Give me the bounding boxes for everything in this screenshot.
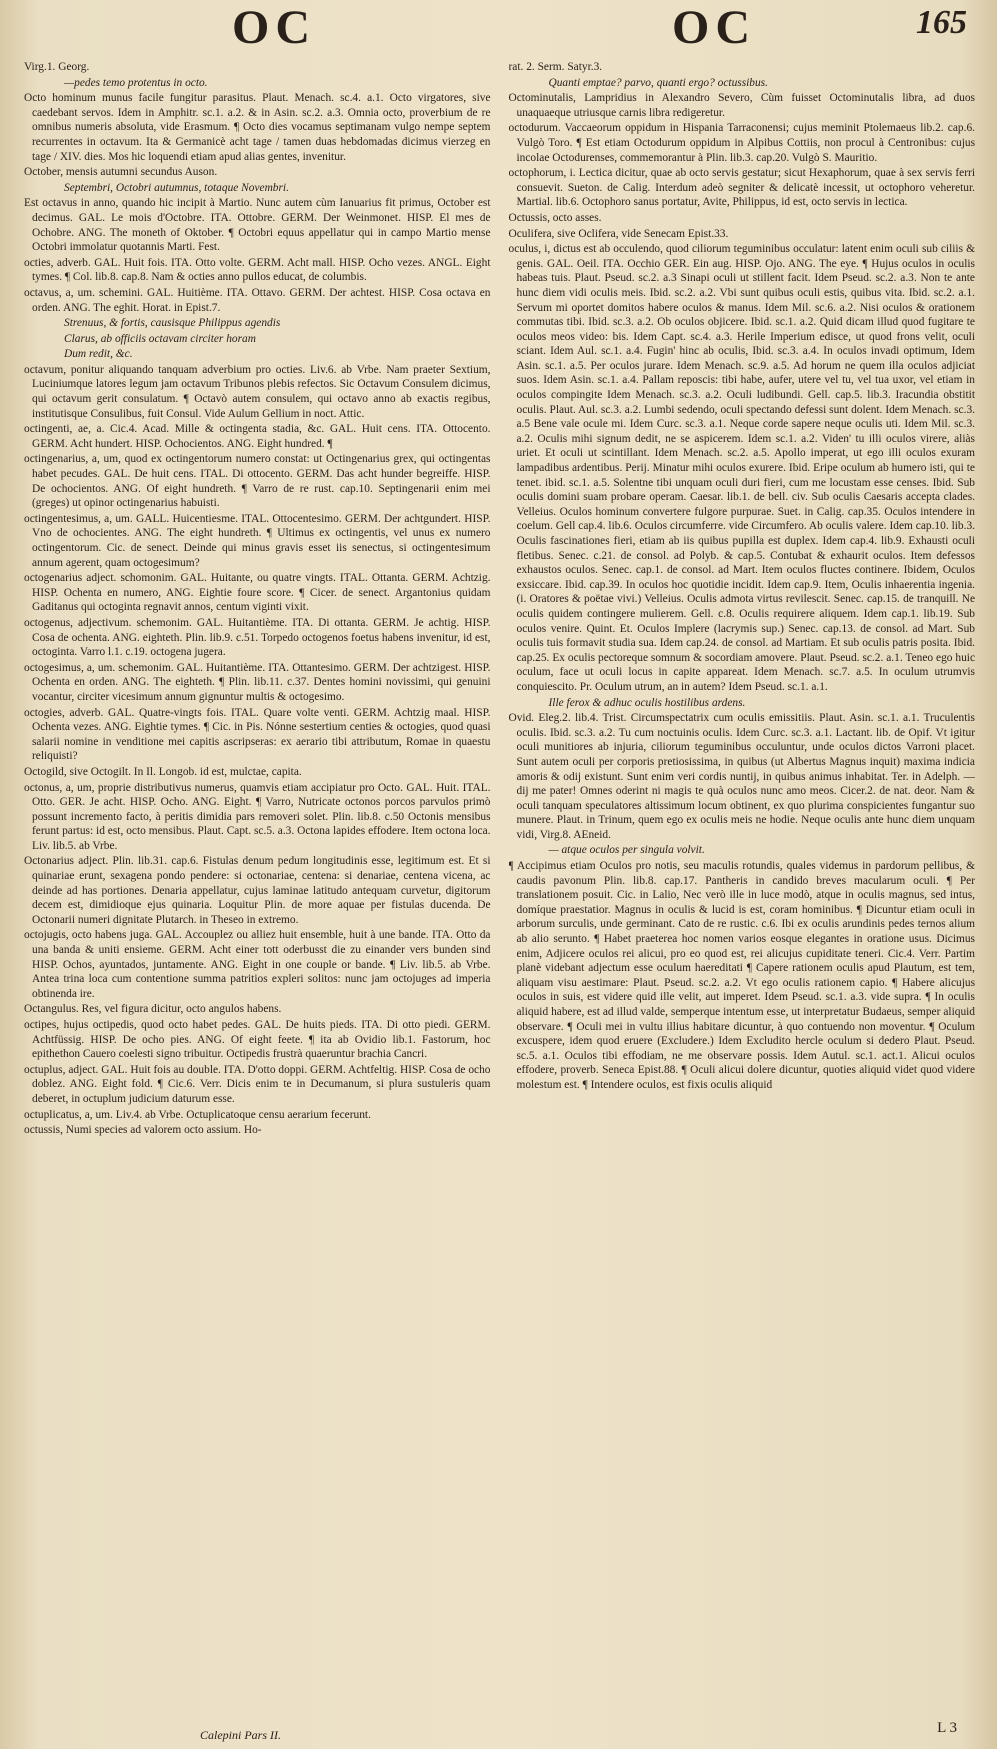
entry-paragraph: octuplicatus, a, um. Liv.4. ab Vrbe. Octuplicatoque censu aerarium fecerunt. — [24, 1108, 371, 1121]
entry-paragraph: — atque oculos per singula volvit. — [548, 844, 705, 857]
entry-paragraph: October, mensis autumni secundus Auson. — [24, 166, 218, 179]
entry-paragraph: octogesimus, a, um. schemonim. GAL. Huitantième. ITA. Ottantesimo. GERM. Der achtzigest. HISP. Ochenta en orden. ANG. The eighteth. ¶ Plin. lib.11. c.37. Dentes homini novissimi, qui genuini vocantur, circiter vicesimum annum gignuntur multis & octogesimo. — [24, 661, 491, 703]
entry-paragraph: octojugis, octo habens juga. GAL. Accouplez ou alliez huit ensemble, huit à une bande. ITA. Otto da una banda & uniti ensieme. GERM. Acht einer tott oderbusst die zu einander vers bunden sind HISP. Ochos, ayuntados, juntamente. ANG. Eight in one couple or bande. ¶ Liv. lib.5. ab Vrbe. Antea trina loca cum contentione summa patritios expleri solitos: nunc jam octojuges ad imperia obtinenda ire. — [24, 929, 491, 1000]
text-columns — [24, 60, 975, 1731]
entry-paragraph: Est octavus in anno, quando hic incipit à Martio. Nunc autem cùm Ianuarius fit primus, October est decimus. GAL. Le mois d'Octobre. ITA. Ottobre. GERM. Der Weinmonet. HISP. El mes de Ochobre. ANG. The moneth of Oktober. ¶ Octobri equus appellatur qui in campo Martio mense Octobri immolatur quotannis Marti. Fest. — [24, 197, 491, 254]
entry-paragraph: octavus, a, um. schemini. GAL. Huitième. ITA. Ottavo. GERM. Der achtest. HISP. Cosa octava en orden. ANG. The eghit. Horat. in Epist.7. — [24, 286, 491, 314]
entry-paragraph: octodurum. Vaccaeorum oppidum in Hispania Tarraconensi; cujus meminit Ptolemaeus lib.2. cap.6. Vulgò Toro. ¶ Est etiam Octodurum oppidum in Alpibus Cottiis, non procul à Centronibus: cujus incolae Octodurenses, commemorantur à Plin. lib.3. cap.20. Vulgò S. Mauritio. — [508, 122, 975, 164]
entry-paragraph: octingentesimus, a, um. GALL. Huicentiesme. ITAL. Ottocentesimo. GERM. Der achtgundert. HISP. Vno de ochocientes. ANG. The eight hundreth. ¶ Ultimus ex octingentis, vel unus ex numero octingentorum. Cic. de senect. Deinde qui minus gravis esset iis senectus, si octingentesimum annum agerent, quam octogesimum? — [24, 512, 491, 569]
entry-paragraph: octogies, adverb. GAL. Quatre-vingts fois. ITAL. Quare volte venti. GERM. Achtzig maal. HISP. Ochenta vezes. ANG. Eightie tymes. ¶ Cic. in Pis. Nónne sestertium centies & octogies, quod quasi salarii nomine in venditione mei capitis ascripseras: ex aerario tibi attributum, Romae in quaestu reliquisti? — [24, 706, 491, 763]
entry-paragraph: octingenti, ae, a. Cic.4. Acad. Mille & octingenta stadia, &c. GAL. Huit cens. ITA. Ottocento. GERM. Acht hundert. HISP. Ochocientos. ANG. Eight hundred. ¶ — [24, 423, 491, 450]
entry-paragraph: Septembri, Octobri autumnus, totaque Novembri. — [64, 181, 289, 194]
entry-paragraph: Virg.1. Georg. — [24, 61, 90, 73]
entry-paragraph: octuplus, adject. GAL. Huit fois au double. ITA. D'otto doppi. GERM. Achtfeltig. HISP. Cosa de ocho doblez. ANG. Eight fold. ¶ Cic.6. Verr. Dicis enim te in Decumanum, si plura sustuleris quam deberet, in octuplum judicium daturum esse. — [24, 1063, 491, 1105]
entry-paragraph: Octominutalis, Lampridius in Alexandro Severo, Cùm fuisset Octominutalis libra, ad duos unaquaeque utriusque carnis libra redigeretur. — [508, 92, 975, 119]
entry-paragraph: Octangulus. Res, vel figura dicitur, octo angulos habens. — [24, 1003, 282, 1016]
entry-paragraph: octussis, Numi species ad valorem octo assium. Ho- — [24, 1124, 262, 1137]
entry-paragraph: octonus, a, um, proprie distributivus numerus, quamvis etiam accipiatur pro Octo. GAL. Huit. ITAL. Otto. GER. Je acht. HISP. Ocho. ANG. Eight. ¶ Varro, Nutricate octonos porcos parvulos primò possunt incremento facto, à peritis dimidia pars removeri solet. Plin. lib.8. c.50 Octonis mensibus ferunt partus: id est, octo mensibus. Plaut. Capt. sc.5. a.3. Octona lapides effodere. Item octona loca. Liv. lib.5. ab Vrbe. — [24, 781, 491, 852]
page-header — [24, 0, 975, 62]
footer-title: Calepini Pars II. — [200, 1728, 281, 1742]
entry-paragraph: octies, adverb. GAL. Huit fois. ITA. Otto volte. GERM. Acht mall. HISP. Ocho vezes. ANGL. Eight tymes. ¶ Col. lib.8. cap.8. Nam & octies anno pullos educat, de columbis. — [24, 256, 491, 284]
entry-paragraph: Octo hominum munus facile fungitur parasitus. Plaut. Menach. sc.4. a.1. Octo virgatores, sive caedebant servos. Idem in Amphitr. sc.1. a.2. & in Asin. sc.2. a.3. Omnia octo, proverbium de re omnibus numeris absoluta, vide Erasmum. ¶ Octo dies vocamus septimanam vulgo nempe septem recurrentes in octavum. Ita & Germanicè acht tage / tamen duas hebdomadas dicimus vierzeg en tage / XIV. dies. Mos hic loquendi etiam apud alias gentes, invenitur. — [24, 92, 491, 163]
entry-paragraph: Ille ferox & adhuc oculis hostilibus ardens. — [548, 696, 746, 709]
page-number: 165 — [916, 4, 967, 41]
entry-paragraph: octingenarius, a, um, quod ex octingentorum numero constat: ut Octingenarius grex, qui octingentas habet pecudes. GAL. De huit cens. ITAL. Di ottocento. GERM. Das acht hunder begreiffe. HISP. De ochocientos. ANG. Of eight hundreth. ¶ Varro de re rust. cap.10. Septingenarii enim mei (greges) ut opinor octingenarius habuisti. — [24, 453, 491, 510]
entry-paragraph: oculus, i, dictus est ab occulendo, quod ciliorum teguminibus occulatur: latent enim oculi sub ciliis & genis. GAL. Oeil. ITA. Occhio GER. Ein aug. HISP. Ojo. ANG. The eye. ¶ Hujus oculos in oculis habeas tuis. Plaut. Pseud. sc.2. a.3 Sinapi oculi ut stillent facit. Idem Pseud. sc.2. a.3. Non te ante hunc diem vidi oculis meis. Ibid. sc.2. a.2. Vbi sunt quibus oculi estis, quibus vita. Ibid. sc.2. a.1. Servum mi oportet domitos habere oculos & manus. Idem Mil. sc.6. a.2. Nisi oculos & orationem commutas tibi. Ibid. sc.3. a.2. Ob oculos objicere. Ibid. sc.1. a.2. Quid dicam illud quod fugitare te oculos meos video: bis. Idem Capt. sc.4. a.3. Herile Imperium edisce, ut quod frons velit, oculi sciant. Idem Aul. sc.1. a.4. Fugin' hinc ab oculis, Ibid. sc.3. a.4. In oculos invadi optimum, Idem Asin. sc.1. a.5. Per oculos jurare. Idem Menach. sc.9. a.5. Ad horum ne quem illa oculos adjiciat suos. Idem Asin. sc.1. a.4. Pallam reposcis: tibi habe, aufer, utere vel tu, vel tua uxor, vel etiam in oculos compingite Idem Menach. sc.3. a.2. Oculi ludibundi. Gell. cap.5. lib.3. Iracundia obstitit oculis. Plaut. Aul. sc.3. a.2. Lumbi sedendo, oculi spectando defessi sunt dolent. Idem Menach. sc.3. a.5 Bene vale ocule mi. Idem Curc. sc.3. a.1. Neque corde sapere neque oculis uti. Idem Mil. sc.3. a.2. Oculis mihi signum dedit, ne se aspicerem. Idem sc.1. a.2. Viden' tu illi oculos virere, aliàs uriet. Et oculi ut scintillant. Idem Menach. sc.2. a.5. Apollo imperat, ut ego illi oculos exuram lampadibus ardentibus. Perij. Minatur mihi oculos exurere. Ibid. Eripe oculum ab humero isti, qui te tenet. ibid. sc.1. a.5. Solentne tibi unquam oculi duri fieri, cum me locustam esse censes. Ibid. Sub oculis domini suam probare operam. Caesar. lib.1. de bell. civ. Sub oculis Caesaris accepta clades. Velleius. Oculos hominum convertere fulgore purpurae. Suet. in Calig. cap.35. Oculos intendere in coelum. Gell cap.4. lib.6. Oculos circumferre. vide Circumfero. Ab oculis valere. Idem cap.10. lib.3. Oculis fascinationes fieri, etiam ab iis quibus pupilla est duplex. Idem cap.4. lib.9. Exhausti oculi fletibus. Senec. c.21. de consol. ad Polyb. & cap.5. Contubat & exhaurit oculos. Item defessos exhaustos oculos. Senec. cap.1. de consol. ad Mart. Item oculos fluctes continere. Ibidem, Oculos exsiccare. Ibid. cap.39. In oculos hoc quotidie incidit. Idem cap.9. Item, Oculis inhaerentia ingenia. (i. Oratores & poëtae vivi.) Velleius. Oculis admota virtus revilescit. Senec. cap.15. de tranquill. Ne oculis quidem contingere mulierem. Gell. c.8. Oculis requirere aliquem. Idem cap.1. lib.19. Sub oculos venire. Quint. Et. Oculos Implere (lacrymis sup.) Senec. cap.13. de consol. ad Mart. Sub oculis tuis formavit studia sua. Idem cap.24. de consol. ad Martiam. Et sub oculis patris posita. Ibid. cap.25. Ex oculis pectoreque somnum & socordiam amovere. Plaut. Pseud. sc.2. a.1. Teneo ego huic oculum, face ut oculi locus in capite appareat. Idem Menach. sc.7. a.5. In oculum utrumvis conquiescito. Pr. Oculum utrum, an in autem? Idem Pseud. sc.1. a.1. — [508, 243, 975, 693]
entry-paragraph: octavum, ponitur aliquando tanquam adverbium pro octies. Liv.6. ab Vrbe. Nam praeter Sextium, Luciniumque latores legum jam octavum Tribunos plebis refectos. Sic Octavum Consulem dicimus, qui octavum gerit consulatum. ¶ Octavò autem consulem, qui octavo anno ab exactis regibus, institutisque Consulibus, fuit Consul. Vide Aulum Gellium in noct. Attic. — [24, 363, 491, 420]
running-head-right: OC — [672, 1, 756, 54]
entry-paragraph: rat. 2. Serm. Satyr.3. — [508, 61, 603, 73]
right-column — [509, 60, 976, 1731]
entry-paragraph: Clarus, ab officiis octavam circiter horam — [64, 332, 256, 345]
entry-paragraph: octophorum, i. Lectica dicitur, quae ab octo servis gestatur; sicut Hexaphorum, quae à sex servis ferri consuevit. Sueton. de Calig. Interdum adeò segniter & delicatè incessit, ut octophoro veheretur. Martial. lib.6. Octophoro sanus portatur, Avite, Philippus, id est, octo servis in lectica. — [508, 167, 975, 209]
entry-paragraph: octipes, hujus octipedis, quod octo habet pedes. GAL. De huits pieds. ITA. Di otto piedi. GERM. Achtfüssig. HISP. De ocho pies. ANG. Of eight feete. ¶ ita ab Ovidio lib.1. Fastorum, hoc epithethon Cauero coelesti signo tribuitur. Octipedis frustrà quaeruntur brachia Cancri. — [24, 1019, 491, 1061]
entry-paragraph: Octussis, octo asses. — [508, 211, 602, 224]
running-head-left: OC — [232, 1, 316, 54]
entry-paragraph: Ovid. Eleg.2. lib.4. Trist. Circumspectatrix cum oculis emissitiis. Plaut. Asin. sc.1. a.1. Truculentis oculis. Ibid. sc.3. a.2. Tu cum noctuinis oculis. Idem Curc. sc.3. a.1. Lactant. lib. de Opif. Vt igitur oculi munitiores ab injuria, ciliorum teguminibus occuluntur, unde oculos dictos Varroni placet. Sunt autem oculi per corporis pretiosissima, in quibus (ut Albertus Magnus inquit) maxima indicia amoris & odij existunt. Sunt enim veri cordis nuntij, in quibus animus inhabitat. Ter. in Adelph. — dij me pater! Omnes oderint ni magis te quà oculos nunc amo meos. Cicer.2. de nat. deor. Nam & oculi tanquam speculatores altissimum locum obtinent, ex quo plurima conspicientes fungantur suo munere. Plaut. in Trinum, quem ego ex oculis meis ne hodie. Neque oculis ante hunc diem unquam vidi, Virg.8. AEneid. — [508, 712, 975, 841]
entry-paragraph: octogenus, adjectivum. schemonim. GAL. Huitantième. ITA. Di ottanta. GERM. Je achtig. HISP. Cosa de ochenta. ANG. eighteth. Plin. lib.9. c.51. Torpedo octogenos foetus habens invenitur, id est, octoginta. Varro l.1. c.19. octogena jugera. — [24, 616, 491, 659]
entry-paragraph: Octogild, sive Octogilt. In Il. Longob. id est, mulctae, capita. — [24, 765, 302, 778]
entry-paragraph: ¶ Accipimus etiam Oculos pro notis, seu maculis rotundis, quales videmus in pardorum pellibus, & caudis pavonum Plin. lib.8. cap.17. Pantheris in candido breves macularum oculi. ¶ Per translationem posuit. Cic. in Lalio, Nec verò ille in luce modò, atque in oculis magnus, sed intus, domíque praestatior. Magnus in oculis & lucid is est, coram hominibus. ¶ Dicuntur etiam oculi in arborum surculis, unde germinant. Cato de re rustic. c.6. Ibi ex oculis arundinis pedes ternos alium ab alio serunto. ¶ Habet praeterea hoc nomen varios eosque elegantes in oratione usus. Dicimus enim, Adjicere oculos rei alicui, pro eo quod est, rei alicujus cupiditate teneri. Cic.4. Verr. Partim planè videbant adjectum esse oculum haereditati ¶ Capere rationem oculis apud Plautum, est tem, aliquam visu aestimare: Plaut. Pseud. sc.2. a.2. Vt ego oculis rationem capio. ¶ Habere alicujus oculos in suis, est videre quid ille velit, aut imperet. Idem Pseud. sc.1. a.3. vide supra. ¶ In oculis aliquid habere, est ad illud valde, semperque intentum esse, ut interpretatur Budaeus, semper aliquid observare. ¶ Oculi mei in vultu illius habitare dicuntur, à quo contuendo non moventur. ¶ Oculum excuspere, idem quod eruere (Excludere.) Idem Excludito hercle oculum si dedero Plaut. Pseud. sc.5. a.1. Oculos tibi effodiam, ne me observare possis. Idem Autul. sc.1. act.1. Alicui oculos effodere, proverb. Seneca Epist.88. ¶ Oculi alicui dolere dicuntur, quoties aliquid videt quod videre molestum est. ¶ Intendere oculos, est fixis oculis aliquid — [508, 860, 975, 1091]
entry-paragraph: Dum redit, &c. — [64, 348, 133, 361]
left-column — [24, 60, 491, 1731]
signature-mark: L 3 — [937, 1720, 957, 1736]
entry-paragraph: Oculifera, sive Oclifera, vide Senecam Epist.33. — [508, 227, 729, 240]
entry-paragraph: Quanti emptae? parvo, quanti ergo? octussibus. — [548, 76, 768, 89]
entry-paragraph: octogenarius adject. schomonim. GAL. Huitante, ou quatre vingts. ITAL. Ottanta. GERM. Achtzig. HISP. Ochenta en numero, ANG. Eightie foure score. ¶ Cicer. de senect. Argantonius quidam Gaditanus qui octoginta regnavit annos, centum viginti vixit. — [24, 572, 491, 614]
entry-paragraph: Strenuus, & fortis, causisque Philippus agendis — [64, 317, 281, 330]
entry-paragraph: Octonarius adject. Plin. lib.31. cap.6. Fistulas denum pedum longitudinis esse, legitimum est. Et si quinariae erunt, sexagena pondo pendere: si octonariae, centena: si denariae, centena vicena, ac deinde ad has portiones. Denaria appellatur, cujus laminae latitudo antequam curvetur, digitorum decem est, dimidioque ejus quinaria. Loquitur Plin. de more aquae per fistulas ducenda. De Octonarii numeri dignitate Plutarch. in Theseo in extremo. — [24, 855, 491, 926]
entry-paragraph: —pedes temo protentus in octo. — [64, 76, 208, 89]
